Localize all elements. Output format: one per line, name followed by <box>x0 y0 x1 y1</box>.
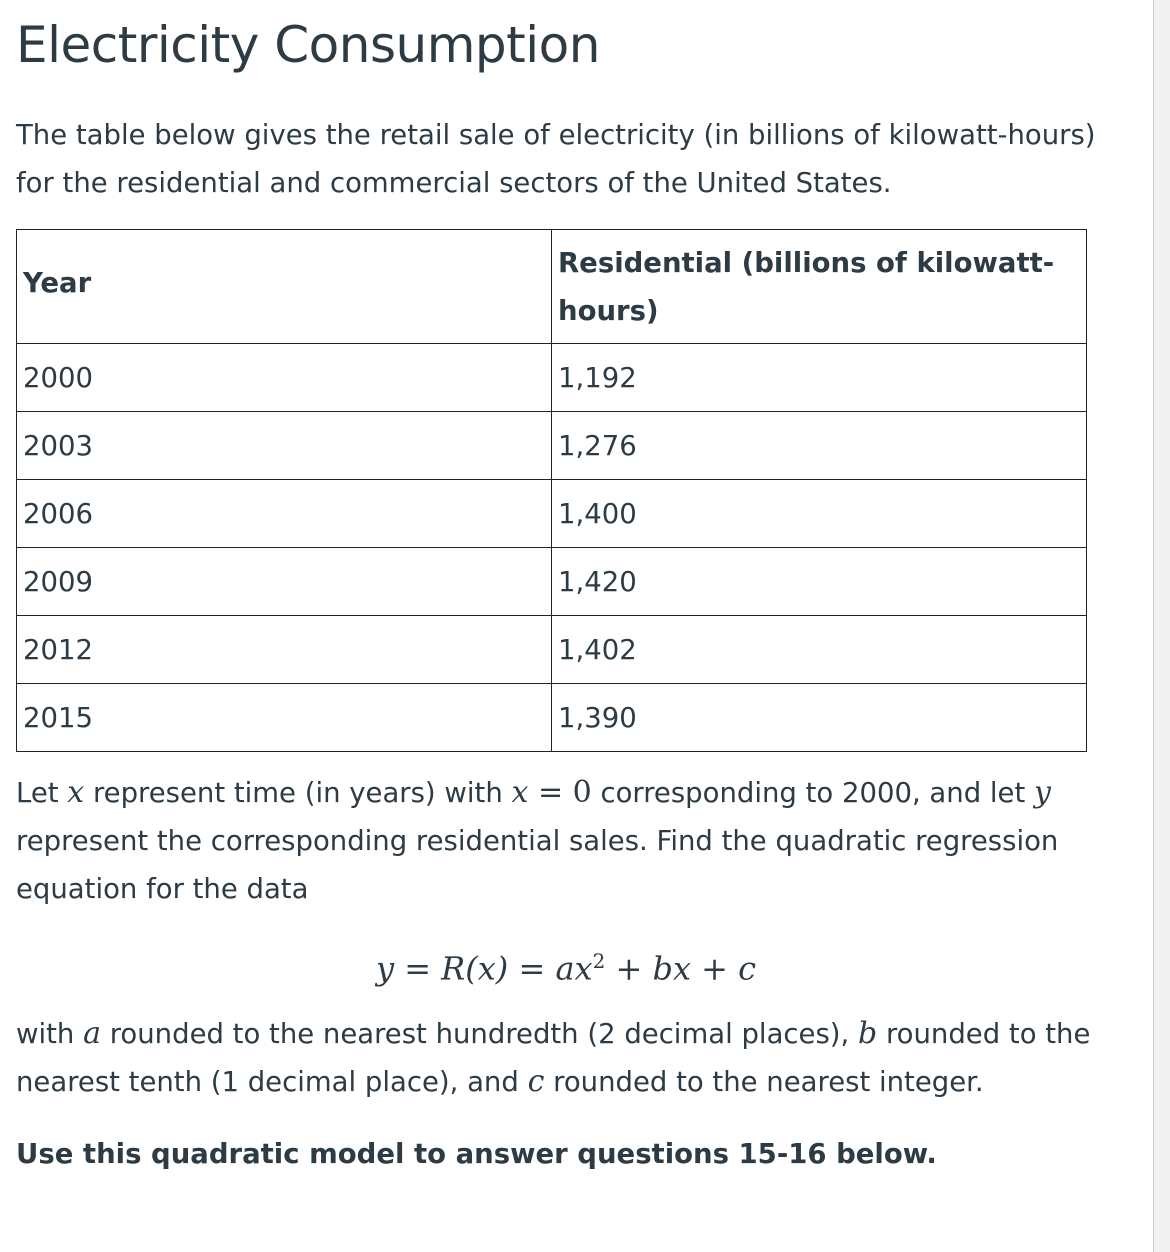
residential-cell: 1,192 <box>552 344 1087 412</box>
equation-lhs: y = R(x) = ax <box>375 949 593 988</box>
equation-exponent: 2 <box>592 949 606 973</box>
year-column-header: Year <box>17 230 552 344</box>
rounding-instructions <box>16 1010 1116 1106</box>
residential-cell: 1,276 <box>552 412 1087 480</box>
vertical-scrollbar[interactable] <box>1153 0 1170 1252</box>
page-title: Electricity Consumption <box>16 16 600 74</box>
math-equals-zero: = 0 <box>528 775 592 810</box>
rounding-text: rounded to the nearest hundredth (2 decimal places), <box>100 1018 858 1050</box>
prompt-text: represent time (in years) with <box>84 777 512 809</box>
math-a: a <box>83 1016 101 1051</box>
table-row <box>17 616 1087 684</box>
math-y: y <box>1034 775 1051 810</box>
year-cell: 2012 <box>17 616 552 684</box>
prompt-text: corresponding to 2000, and let <box>591 777 1034 809</box>
rounding-text: with <box>16 1018 84 1050</box>
residential-column-header: Residential (billions of kilowatt-hours) <box>552 230 1087 344</box>
table-row <box>17 684 1087 752</box>
table-row <box>17 412 1087 480</box>
model-instruction: Use this quadratic model to answer questions 15-16 below. <box>16 1138 937 1170</box>
year-cell: 2015 <box>17 684 552 752</box>
rounding-text: rounded to the nearest tenth (1 decimal place), and <box>16 1018 1091 1098</box>
electricity-table <box>16 229 1087 752</box>
residential-cell: 1,400 <box>552 480 1087 548</box>
math-x: x <box>67 775 85 810</box>
table-row <box>17 548 1087 616</box>
equation-rhs: + bx + c <box>605 949 757 988</box>
year-cell: 2006 <box>17 480 552 548</box>
year-cell: 2000 <box>17 344 552 412</box>
problem-prompt <box>16 769 1116 913</box>
intro-paragraph: The table below gives the retail sale of electricity (in billions of kilowatt-hours) for the residential and commercial sectors of the United States. <box>16 119 1096 199</box>
residential-cell: 1,390 <box>552 684 1087 752</box>
table-row <box>17 480 1087 548</box>
math-b: b <box>858 1016 878 1051</box>
year-cell: 2009 <box>17 548 552 616</box>
rounding-text: rounded to the nearest integer. <box>544 1066 984 1098</box>
regression-equation <box>16 936 1116 994</box>
year-cell: 2003 <box>17 412 552 480</box>
math-x: x <box>511 775 529 810</box>
residential-cell: 1,420 <box>552 548 1087 616</box>
table-row <box>17 344 1087 412</box>
prompt-text: Let <box>16 777 68 809</box>
residential-cell: 1,402 <box>552 616 1087 684</box>
math-c: c <box>527 1064 545 1099</box>
table-header-row <box>17 230 1087 344</box>
prompt-text: represent the corresponding residential sales. Find the quadratic regression equation for the data <box>16 825 1059 905</box>
